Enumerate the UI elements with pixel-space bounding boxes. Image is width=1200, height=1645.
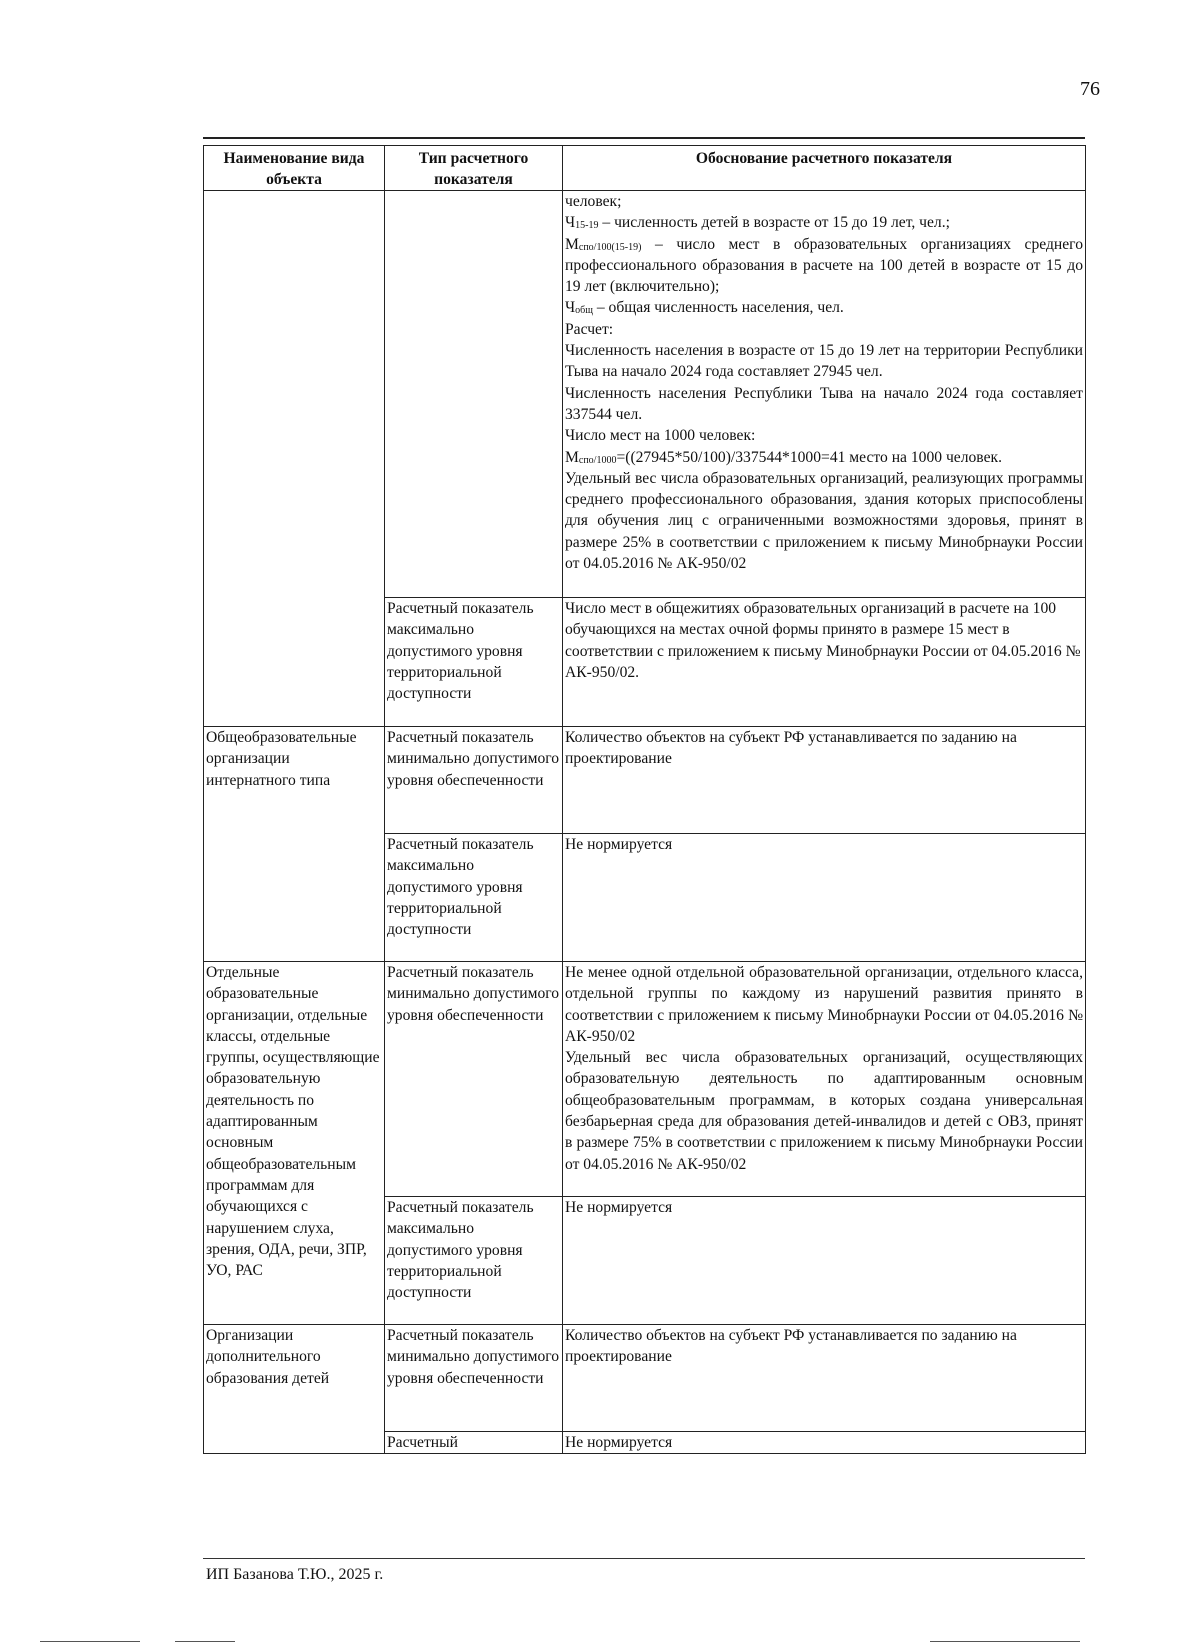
page-number: 76 bbox=[1080, 78, 1100, 100]
table-row bbox=[204, 191, 1086, 598]
justification-cell: Не нормируется bbox=[563, 834, 1086, 962]
formula-line: $Ч_{15-19}$ – численность детей в возрасте от 15 до 19 лет, чел.; bbox=[565, 214, 950, 232]
table-row bbox=[204, 962, 1086, 1197]
object-type-cell: Организации дополнительного образования детей bbox=[204, 1325, 385, 1454]
text-line: человек; bbox=[565, 193, 622, 210]
header-indicator-type: Тип расчетного показателя bbox=[385, 146, 563, 191]
table-row bbox=[204, 727, 1086, 834]
text-line: Численность населения в возрасте от 15 до 19 лет на территории Республики Тыва на начало 2024 года составляет 27945 чел. bbox=[565, 342, 1083, 381]
formula-line: $М_{спо/1000}=((27945*50/100)/337544*1000=41$ место на 1000 человек. bbox=[565, 448, 1002, 466]
object-type-cell bbox=[204, 191, 385, 727]
justification-cell bbox=[563, 962, 1086, 1197]
indicator-type-cell: Расчетный показатель максимально допустимого уровня территориальной доступности bbox=[385, 1197, 563, 1325]
indicator-type-cell: Расчетный bbox=[385, 1432, 563, 1454]
indicator-type-cell bbox=[385, 191, 563, 598]
text-line: Расчет: bbox=[565, 320, 614, 338]
indicator-type-cell: Расчетный показатель минимально допустимого уровня обеспеченности bbox=[385, 962, 563, 1197]
indicator-type-cell: Расчетный показатель минимально допустимого уровня обеспеченности bbox=[385, 727, 563, 834]
footer-text: ИП Базанова Т.Ю., 2025 г. bbox=[206, 1566, 384, 1583]
scan-artifact-line bbox=[930, 1641, 1080, 1642]
scan-artifact-line bbox=[40, 1641, 140, 1642]
indicators-table bbox=[203, 145, 1086, 1454]
text-paragraph: Удельный вес числа образовательных организаций, осуществляющих образовательную деятельность по адаптированным основным общеобразовательным программам, в которых создана универсальная безбарьерная среда для образования детей-инвалидов и детей с ОВЗ, принят в размере 75% в соответствии с приложением к письму Минобрнауки России от 04.05.2016 № АК-950/02 bbox=[565, 1049, 1083, 1173]
justification-cell bbox=[563, 191, 1086, 598]
text-paragraph: Не менее одной отдельной образовательной организации, отдельного класса, отдельной группы по каждому из нарушений развития принято в соответствии с приложением к письму Минобрнауки России от 04.05.2016 № АК-950/02 bbox=[565, 964, 1083, 1045]
justification-cell: Количество объектов на субъект РФ устанавливается по заданию на проектирование bbox=[563, 1325, 1086, 1432]
formula-line: $М_{спо/100(15-19)}$ – число мест в образовательных организациях среднего профессионального образования в расчете на 100 детей в возрасте от 15 до 19 лет (включительно); bbox=[565, 235, 1083, 296]
footer-rule bbox=[203, 1558, 1085, 1559]
top-rule bbox=[203, 137, 1085, 139]
formula-line: $Ч_{общ}$ – общая численность населения, чел. bbox=[565, 299, 844, 317]
header-justification: Обоснование расчетного показателя bbox=[563, 146, 1086, 191]
indicator-type-cell: Расчетный показатель минимально допустимого уровня обеспеченности bbox=[385, 1325, 563, 1432]
table-header-row bbox=[204, 146, 1086, 191]
indicator-type-cell: Расчетный показатель максимально допустимого уровня территориальной доступности bbox=[385, 598, 563, 727]
justification-cell: Не нормируется bbox=[563, 1432, 1086, 1454]
text-line: Численность населения Республики Тыва на начало 2024 года составляет 337544 чел. bbox=[565, 384, 1083, 423]
text-line: Число мест на 1000 человек: bbox=[565, 427, 756, 445]
object-type-cell: Отдельные образовательные организации, отдельные классы, отдельные группы, осуществляющие образовательную деятельность по адаптированным основным общеобразовательным программам для обучающихся с нарушением слуха, зрения, ОДА, речи, ЗПР, УО, РАС bbox=[204, 962, 385, 1325]
scan-artifact-line bbox=[175, 1641, 235, 1642]
justification-cell: Количество объектов на субъект РФ устанавливается по заданию на проектирование bbox=[563, 727, 1086, 834]
justification-cell: Число мест в общежитиях образовательных организаций в расчете на 100 обучающихся на местах очной формы принято в размере 15 мест в соответствии с приложением к письму Минобрнауки России от 04.05.2016 № АК-950/02. bbox=[563, 598, 1086, 727]
header-object-type: Наименование вида объекта bbox=[204, 146, 385, 191]
object-type-cell: Общеобразовательные организации интернатного типа bbox=[204, 727, 385, 962]
table-row bbox=[204, 1325, 1086, 1432]
indicator-type-cell: Расчетный показатель максимально допустимого уровня территориальной доступности bbox=[385, 834, 563, 962]
justification-cell: Не нормируется bbox=[563, 1197, 1086, 1325]
text-line: Удельный вес числа образовательных организаций, реализующих программы среднего профессионального образования, здания которых приспособлены для обучения лиц с ограниченными возможностями здоровья, принят в размере 25% в соответствии с приложением к письму Минобрнауки России от 04.05.2016 № АК-950/02 bbox=[565, 469, 1083, 573]
